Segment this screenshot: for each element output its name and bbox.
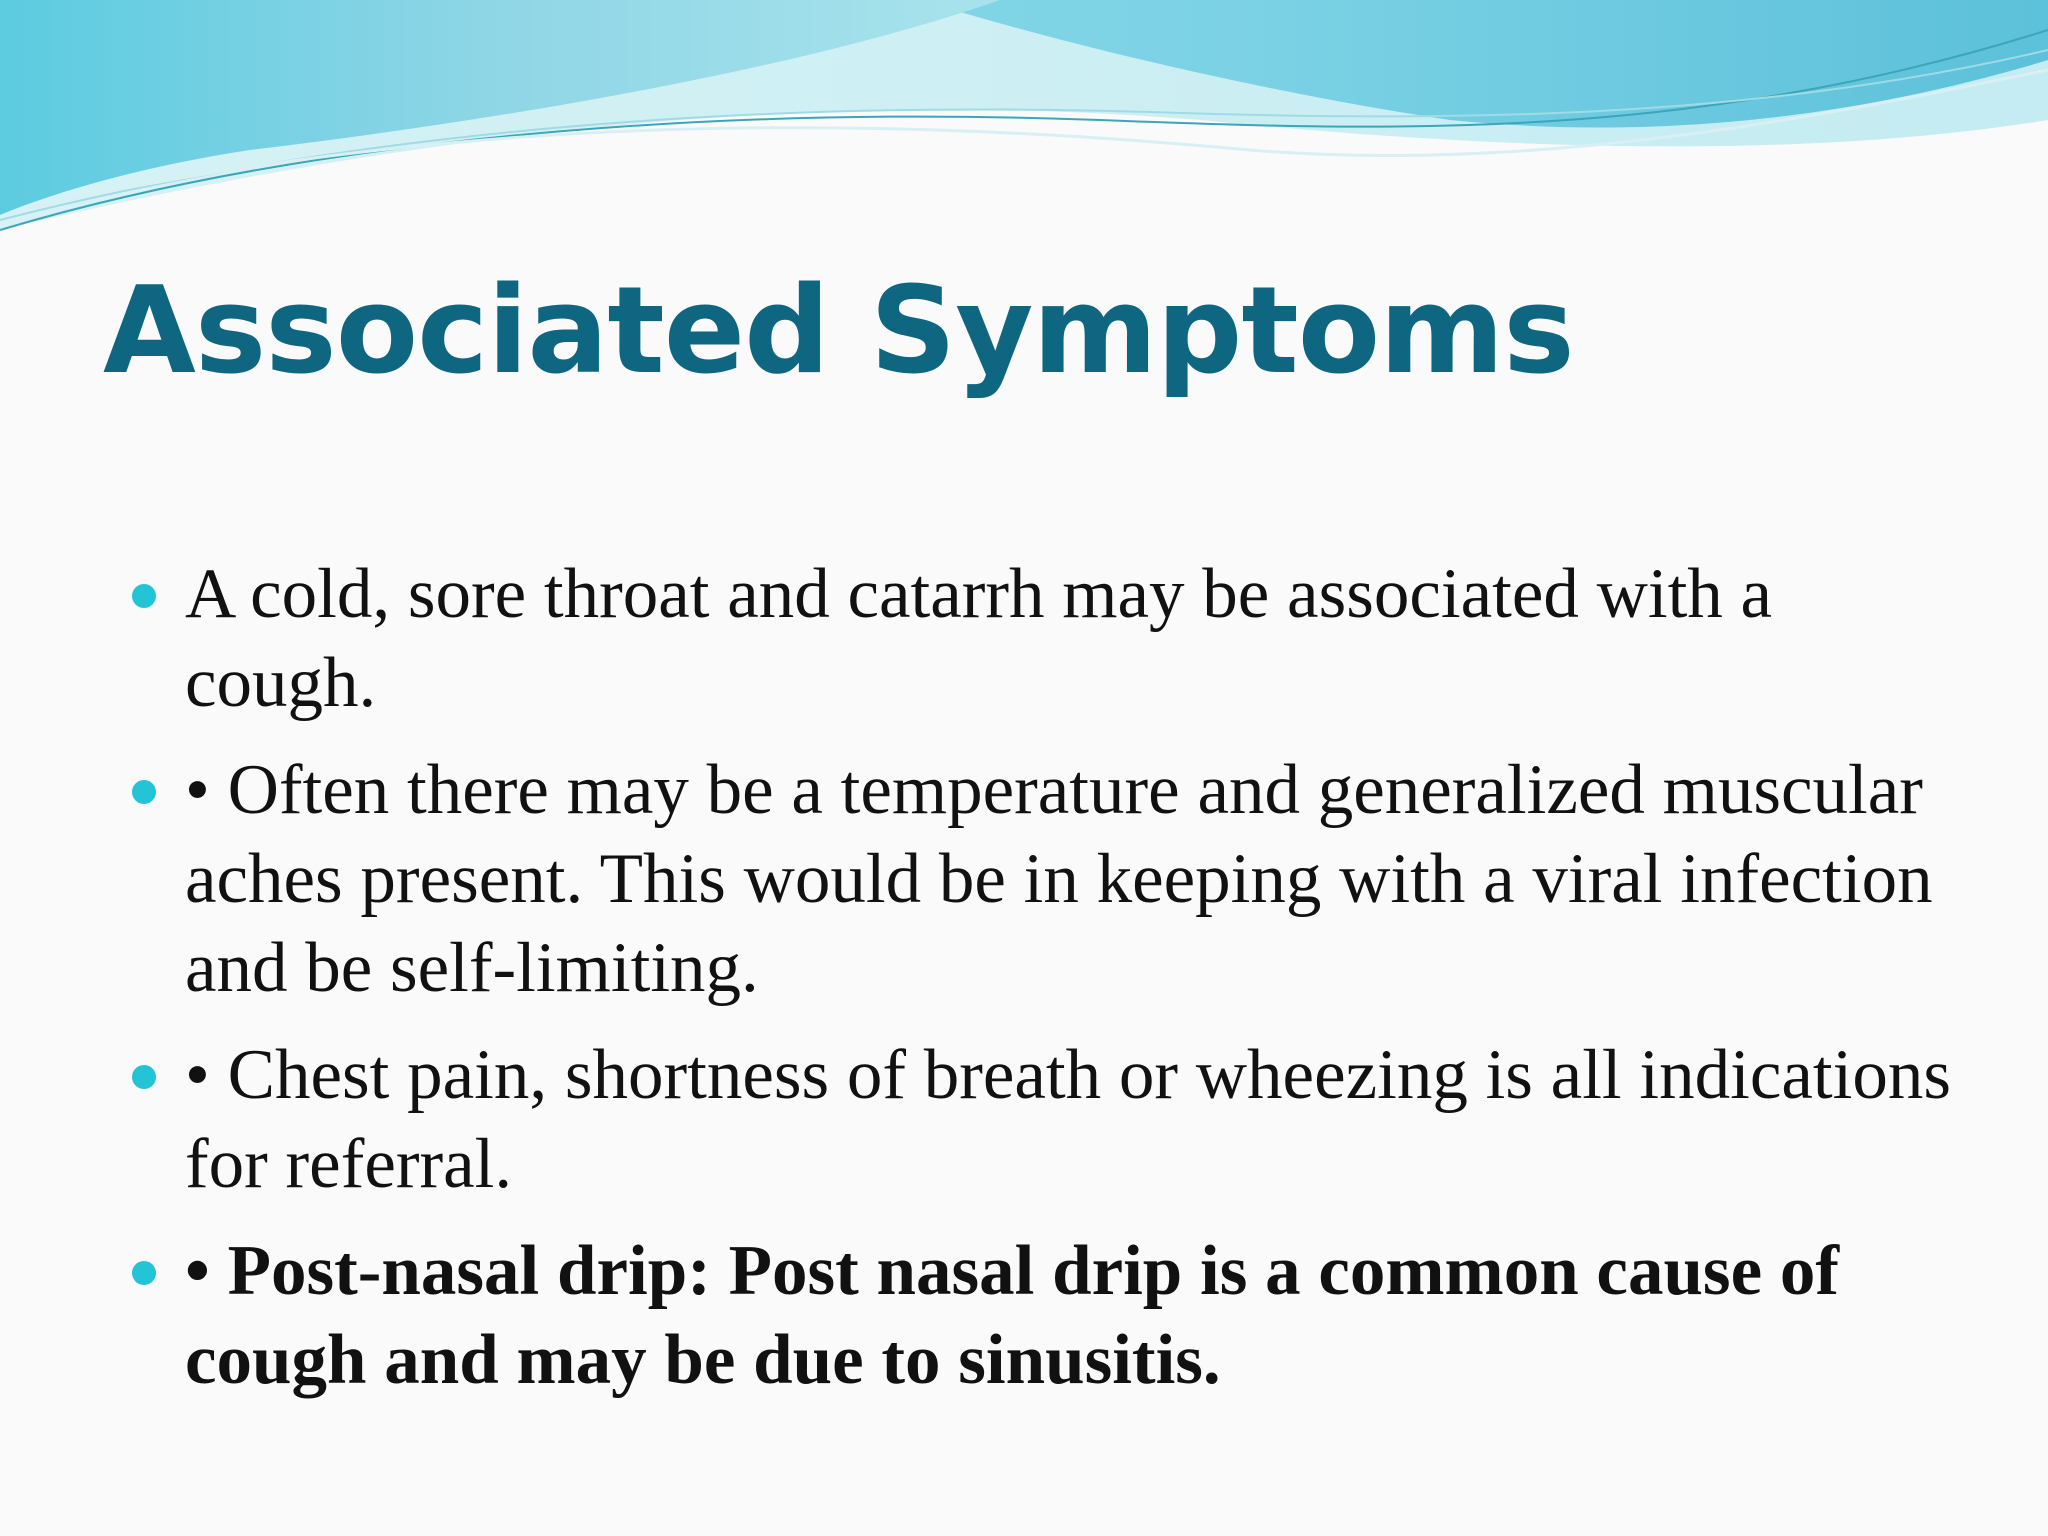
bullet-item — [132, 1227, 1952, 1405]
bullet-item — [132, 550, 1952, 728]
header-wave-decoration — [0, 0, 2048, 260]
bullet-dot-icon — [132, 1261, 156, 1285]
bullet-list — [132, 550, 1952, 1423]
bullet-text: • Chest pain, shortness of breath or wheezing is all indications for referral. — [185, 1036, 1951, 1203]
bullet-dot-icon — [132, 780, 156, 804]
bullet-item — [132, 746, 1952, 1013]
bullet-text: • Post-nasal drip: Post nasal drip is a common cause of cough and may be due to sinusitis. — [185, 1232, 1839, 1399]
bullet-text: A cold, sore throat and catarrh may be associated with a cough. — [185, 555, 1773, 722]
bullet-text: • Often there may be a temperature and generalized muscular aches present. This would be in keeping with a viral infection and be self-limiting. — [185, 751, 1933, 1007]
slide-title: Associated Symptoms — [103, 262, 1574, 401]
bullet-item — [132, 1031, 1952, 1209]
bullet-dot-icon — [132, 584, 156, 608]
bullet-dot-icon — [132, 1065, 156, 1089]
